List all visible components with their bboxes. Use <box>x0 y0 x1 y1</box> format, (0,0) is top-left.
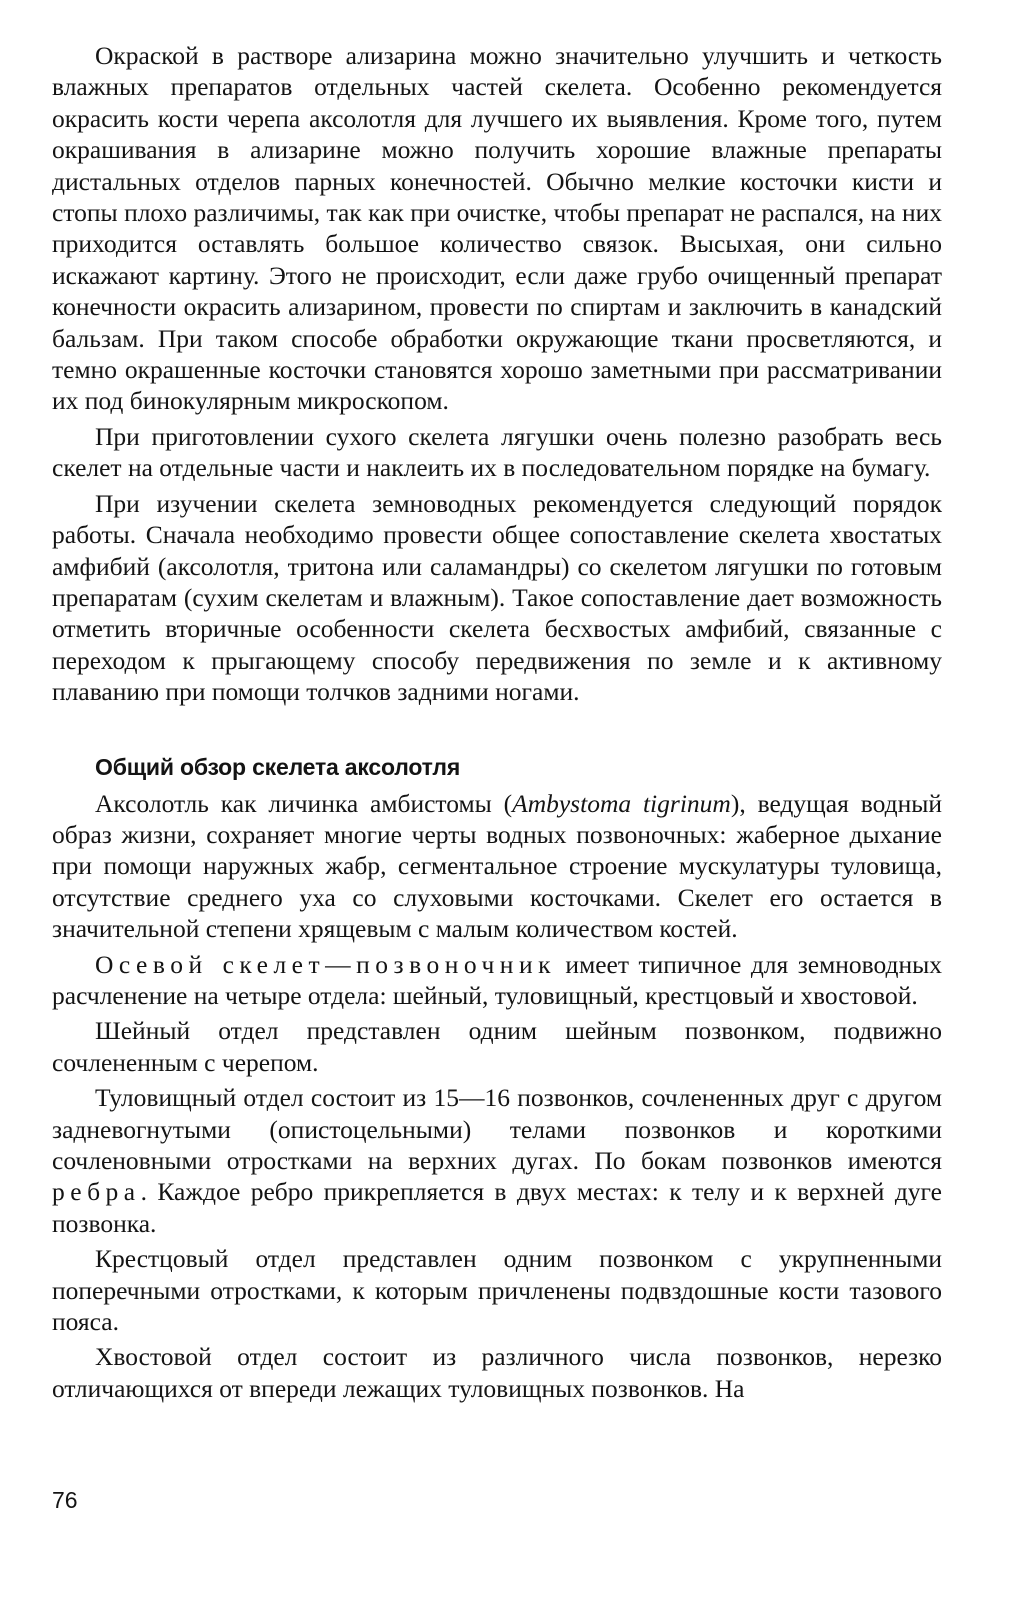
overview-text-end: ), ведущая водный образ жизни, сохраняет многие черты водных позвоночных: жаберное дыхание при помощи наружных жабр, сегментальное строение мускулатуры туловища, отсутствие среднего уха со слуховыми косточками. Скелет его остается в значительной степени хрящевым с малым количеством костей. <box>52 788 942 944</box>
paragraph-axolotl-overview <box>52 788 942 945</box>
latin-species-name: Ambystoma tigrinum <box>512 788 731 818</box>
paragraph-study-order: При изучении скелета земноводных рекомендуется следующий порядок работы. Сначала необходимо провести общее сопоставление скелета хвостатых амфибий (аксолотля, тритона или саламандры) со скелетом лягушки по готовым препаратам (сухим скелетам и влажным). Такое сопоставление дает возможность отметить вторичные особенности скелета бесхвостых амфибий, связанные с переходом к прыгающему способу передвижения по земле и к активному плаванию при помощи толчков задними ногами. <box>52 488 942 707</box>
page-number: 76 <box>52 1487 78 1513</box>
paragraph-caudal: Хвостовой отдел состоит из различного числа позвонков, нерезко отличающихся от впереди лежащих туловищных позвонков. На <box>52 1342 942 1403</box>
page-body <box>52 40 942 1404</box>
paragraph-cervical: Шейный отдел представлен одним шейным позвонком, подвижно сочлененным с черепом. <box>52 1016 942 1077</box>
paragraph-alizarin-staining: Окраской в растворе ализарина можно значительно улучшить и четкость влажных препаратов отдельных частей скелета. Особенно рекомендуется окрасить кости черепа аксолотля для лучшего их выявления. Кроме того, путем окрашивания в ализарине можно получить хорошие влажные препараты дистальных отделов парных конечностей. Обычно мелкие косточки кисти и стопы плохо различимы, так как при очистке, чтобы препарат не распался, на них приходится оставлять большое количество связок. Высыхая, они сильно искажают картину. Этого не происходит, если даже грубо очищенный препарат конечности окрасить ализарином, провести по спиртам и заключить в канадский бальзам. При таком способе обработки окружающие ткани просветляются, и темно окрашенные косточки становятся хорошо заметными при рассматривании их под бинокулярным микроскопом. <box>52 41 942 416</box>
paragraph-axial-skeleton <box>52 949 942 1012</box>
trunk-text-end: . Каждое ребро прикрепляется в двух местах: к телу и к верхней дуге позвонка. <box>52 1177 942 1238</box>
section-heading: Общий обзор скелета аксолотля <box>95 753 461 780</box>
axial-skeleton-term: Осевой скелет—позвоночник <box>95 949 556 979</box>
trunk-text-start: Туловищный отдел состоит из 15—16 позвонков, сочлененных друг с другом задневогнутыми (опистоцельными) телами позвонков и короткими сочленовными отростками на верхних дугах. По бокам позвонков имеются <box>52 1083 942 1175</box>
paragraph-sacral: Крестцовый отдел представлен одним позвонком с укрупненными поперечными отростками, к которым причленены подвздошные кости тазового пояса. <box>52 1244 942 1337</box>
axial-skeleton-text: имеет типичное для земноводных расчленение на четыре отдела: шейный, туловищный, крестцовый и хвостовой. <box>52 949 943 1010</box>
overview-text-start: Аксолотль как личинка амбистомы ( <box>95 788 513 818</box>
ribs-term: ребра <box>52 1177 141 1207</box>
paragraph-dry-skeleton: При приготовлении сухого скелета лягушки очень полезно разобрать весь скелет на отдельные части и наклеить их в последовательном порядке на бумагу. <box>52 421 942 483</box>
paragraph-trunk <box>52 1082 942 1239</box>
